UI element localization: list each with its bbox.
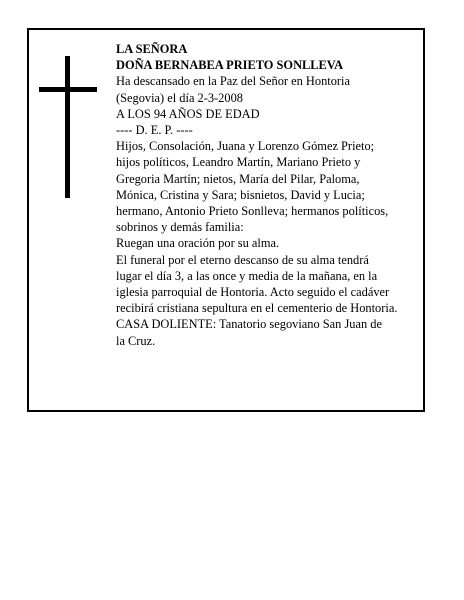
notice-text [116, 41, 426, 349]
age-line: A LOS 94 AÑOS DE EDAD [116, 106, 260, 121]
mourning-house-line: la Cruz. [116, 333, 156, 348]
cross-vertical-bar [65, 56, 70, 198]
funeral-info-line: iglesia parroquial de Hontoria. Acto seguido el cadáver [116, 285, 390, 300]
mourning-house-line: CASA DOLIENTE: Tanatorio segoviano San Juan de [116, 317, 382, 332]
family-line: Mónica, Cristina y Sara; bisnietos, David y Lucia; [116, 187, 365, 202]
family-line: Hijos, Consolación, Juana y Lorenzo Gómez Prieto; [116, 139, 375, 154]
deceased-name: DOÑA BERNABEA PRIETO SONLLEVA [116, 58, 344, 73]
death-date-line: (Segovia) el día 2-3-2008 [116, 90, 243, 105]
family-line: hijos políticos, Leandro Martín, Mariano Prieto y [116, 155, 361, 170]
cross-icon [39, 56, 97, 198]
family-line: sobrinos y demás familia: [116, 220, 244, 235]
family-line: Gregoria Martín; nietos, María del Pilar, Paloma, [116, 171, 360, 186]
funeral-info-line: recibirá cristiana sepultura en el cementerio de Hontoria. [116, 301, 398, 316]
cross-horizontal-bar [39, 87, 97, 92]
rip-line: ---- D. E. P. ---- [116, 123, 193, 138]
prayer-request-line: Ruegan una oración por su alma. [116, 236, 280, 251]
funeral-info-line: El funeral por el eterno descanso de su alma tendrá [116, 252, 369, 267]
title-honorific: LA SEÑORA [116, 42, 188, 56]
death-announcement-line: Ha descansado en la Paz del Señor en Hontoria [116, 74, 350, 89]
obituary-notice [27, 28, 425, 412]
funeral-info-line: lugar el día 3, a las once y media de la mañana, en la [116, 268, 378, 283]
family-line: hermano, Antonio Prieto Sonlleva; hermanos políticos, [116, 204, 389, 219]
